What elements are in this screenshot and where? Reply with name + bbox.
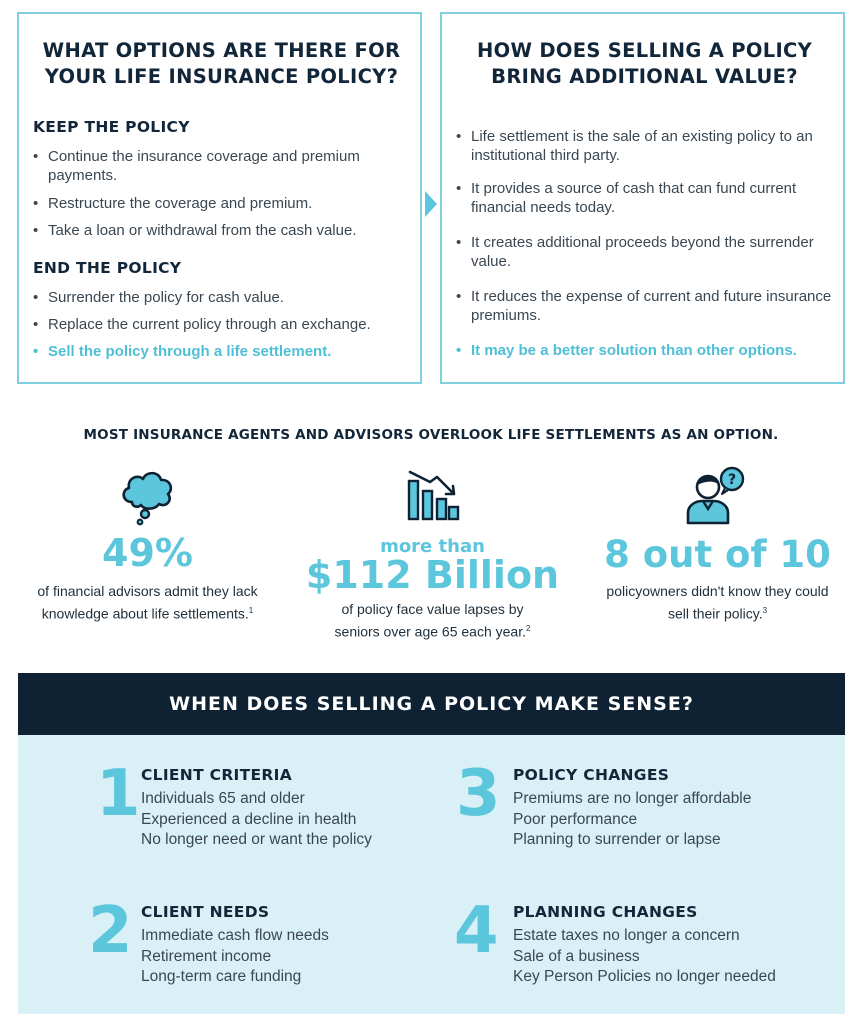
list-item: • It reduces the expense of current and future insurance premiums. — [456, 287, 841, 325]
criterion-line: Estate taxes no longer a concern — [513, 927, 740, 944]
stat-owners — [580, 465, 855, 625]
criterion-lines — [141, 926, 329, 988]
footnote-ref: 1 — [248, 606, 254, 615]
stat-lapses-desc — [290, 600, 575, 642]
list-item: • Take a loan or withdrawal from the cash value. — [33, 221, 403, 240]
criterion-title: CLIENT NEEDS — [141, 903, 270, 921]
list-item-highlight: • It may be a better solution than other options. — [456, 341, 841, 360]
desc-line: of financial advisors admit they lack — [37, 583, 258, 599]
criterion-title: PLANNING CHANGES — [513, 903, 698, 921]
criterion-title: POLICY CHANGES — [513, 766, 670, 784]
stat-owners-value: 8 out of 10 — [604, 533, 831, 576]
keep-policy-list — [33, 147, 403, 240]
options-title: WHAT OPTIONS ARE THERE FOR YOUR LIFE INSURANCE POLICY? — [42, 39, 401, 88]
stat-lapses-value: $112 Billion — [305, 553, 560, 597]
criterion-line: Planning to surrender or lapse — [513, 831, 721, 848]
stat-advisors-value: 49% — [102, 531, 193, 575]
criterion-line: Long-term care funding — [141, 968, 302, 985]
criterion-lines — [513, 789, 751, 851]
thought-bubble-icon — [118, 468, 176, 526]
criterion-line: Experienced a decline in health — [141, 810, 357, 828]
list-item: • It creates additional proceeds beyond the surrender value. — [456, 233, 841, 271]
end-policy-heading: END THE POLICY — [33, 259, 182, 277]
footnote-ref: 2 — [526, 624, 531, 633]
criterion-lines — [513, 926, 776, 988]
stat-lapses-prefix: more than — [380, 536, 485, 557]
sense-title: WHEN DOES SELLING A POLICY MAKE SENSE? — [169, 693, 694, 715]
keep-policy-heading: KEEP THE POLICY — [33, 118, 190, 136]
arrow-right-icon — [425, 191, 437, 217]
stats-heading: MOST INSURANCE AGENTS AND ADVISORS OVERLOOK LIFE SETTLEMENTS AS AN OPTION. — [83, 427, 779, 443]
criterion-number: 2 — [88, 894, 133, 968]
criterion-title: CLIENT CRITERIA — [141, 766, 292, 784]
criterion-line: Key Person Policies no longer needed — [513, 968, 776, 985]
question-person-icon — [682, 465, 748, 527]
criterion-lines — [141, 789, 372, 851]
list-item-highlight: • Sell the policy through a life settlement. — [33, 342, 418, 361]
criterion-line: Poor performance — [513, 810, 638, 828]
list-item: • Replace the current policy through an exchange. — [33, 315, 418, 334]
criterion-number: 4 — [454, 894, 499, 968]
desc-line: seniors over age 65 each year. — [334, 623, 526, 640]
criterion-line: Individuals 65 and older — [141, 790, 305, 807]
criterion-line: Sale of a business — [513, 947, 640, 965]
footnote-ref: 3 — [762, 606, 768, 615]
list-item: • Continue the insurance coverage and premium payments. — [33, 147, 403, 185]
value-list — [456, 127, 841, 360]
list-item: • Life settlement is the sale of an existing policy to an institutional third party. — [456, 127, 841, 165]
list-item: • Surrender the policy for cash value. — [33, 288, 418, 307]
desc-line: sell their policy. — [667, 605, 763, 622]
stat-lapses — [290, 465, 575, 645]
svg-text:?: ? — [727, 472, 737, 488]
criterion-number: 1 — [96, 757, 141, 831]
criterion-line: Immediate cash flow needs — [141, 927, 329, 944]
criterion-number: 3 — [456, 757, 501, 831]
stat-advisors-desc — [10, 582, 285, 624]
criterion-line: Retirement income — [141, 947, 272, 965]
sense-header — [18, 673, 845, 735]
declining-chart-icon — [406, 467, 462, 523]
desc-line: policyowners didn't know they could — [606, 583, 829, 599]
list-item: • Restructure the coverage and premium. — [33, 194, 403, 213]
criterion-line: No longer need or want the policy — [141, 831, 372, 848]
value-box — [440, 12, 845, 384]
list-item: • It provides a source of cash that can fund current financial needs today. — [456, 179, 841, 217]
desc-line: of policy face value lapses by — [341, 601, 524, 617]
desc-line: knowledge about life settlements. — [41, 605, 249, 622]
value-title: HOW DOES SELLING A POLICY BRING ADDITIONAL VALUE? — [476, 39, 813, 88]
stat-owners-desc — [580, 582, 855, 624]
stat-advisors — [10, 465, 285, 625]
criterion-line: Premiums are no longer affordable — [513, 790, 752, 807]
options-box — [17, 12, 422, 384]
end-policy-list — [33, 288, 418, 361]
